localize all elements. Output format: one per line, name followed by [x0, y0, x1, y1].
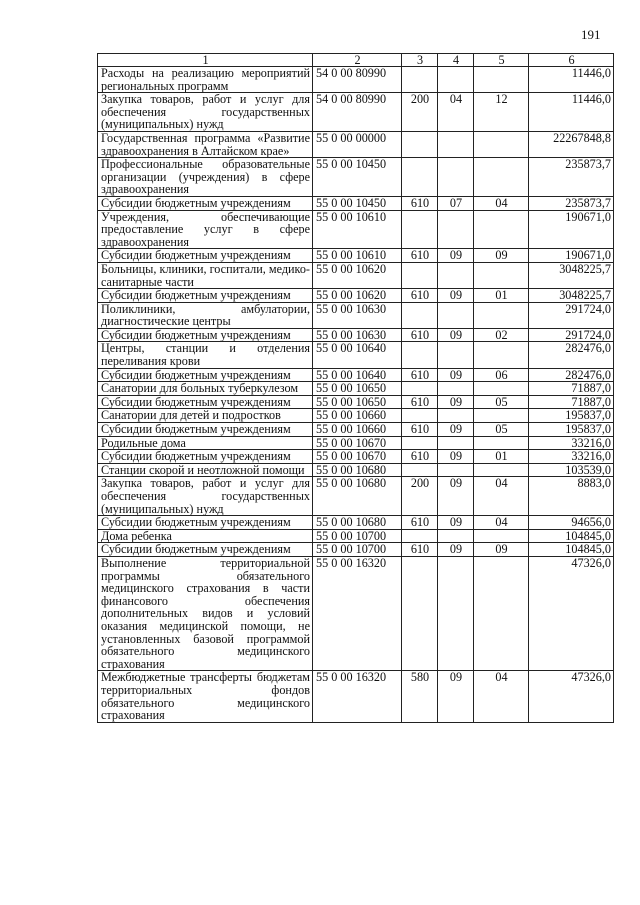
row-expense-type [402, 436, 438, 450]
row-subsection: 01 [474, 289, 529, 303]
row-section: 09 [438, 516, 474, 530]
row-subsection: 01 [474, 450, 529, 464]
row-subsection: 05 [474, 395, 529, 409]
row-expense-type [402, 158, 438, 197]
row-code: 55 0 00 10700 [313, 529, 402, 543]
row-section: 09 [438, 423, 474, 437]
row-amount: 3048225,7 [529, 262, 614, 288]
row-subsection [474, 342, 529, 368]
row-code: 55 0 00 16320 [313, 671, 402, 722]
row-expense-type [402, 302, 438, 328]
table-row [98, 436, 614, 450]
row-code: 55 0 00 10630 [313, 302, 402, 328]
row-amount: 235873,7 [529, 196, 614, 210]
table-row [98, 543, 614, 557]
row-section: 04 [438, 93, 474, 132]
row-amount: 94656,0 [529, 516, 614, 530]
row-amount: 291724,0 [529, 302, 614, 328]
row-name: Субсидии бюджетным учреждениям [98, 328, 313, 342]
row-name: Субсидии бюджетным учреждениям [98, 249, 313, 263]
row-code: 55 0 00 10680 [313, 516, 402, 530]
row-expense-type: 200 [402, 477, 438, 516]
table-row [98, 67, 614, 93]
header-col-3: 3 [402, 54, 438, 67]
row-expense-type: 580 [402, 671, 438, 722]
row-code: 55 0 00 00000 [313, 131, 402, 157]
row-amount: 47326,0 [529, 671, 614, 722]
row-section [438, 302, 474, 328]
row-section [438, 210, 474, 249]
table-row [98, 249, 614, 263]
budget-table [97, 53, 614, 723]
row-code: 55 0 00 10680 [313, 463, 402, 477]
row-expense-type [402, 382, 438, 396]
row-amount: 104845,0 [529, 543, 614, 557]
table-row [98, 395, 614, 409]
row-name: Родильные дома [98, 436, 313, 450]
header-col-2: 2 [313, 54, 402, 67]
header-col-6: 6 [529, 54, 614, 67]
table-row [98, 450, 614, 464]
table-row [98, 158, 614, 197]
header-col-5: 5 [474, 54, 529, 67]
row-amount: 71887,0 [529, 395, 614, 409]
row-name: Субсидии бюджетным учреждениям [98, 450, 313, 464]
row-name: Выполнение территориальной программы обязательного медицинского страхования в части финансового обеспечения дополнительных видов и условий оказания медицинской помощи, не установленных базовой программой обязательного медицинского страхования [98, 556, 313, 670]
row-amount: 47326,0 [529, 556, 614, 670]
row-amount: 104845,0 [529, 529, 614, 543]
row-name: Поликлиники, амбулатории, диагностические центры [98, 302, 313, 328]
row-subsection: 05 [474, 423, 529, 437]
row-amount: 33216,0 [529, 450, 614, 464]
row-code: 55 0 00 10650 [313, 395, 402, 409]
row-amount: 282476,0 [529, 368, 614, 382]
page-number: 191 [581, 27, 601, 42]
table-row [98, 131, 614, 157]
row-subsection [474, 158, 529, 197]
row-name: Станции скорой и неотложной помощи [98, 463, 313, 477]
row-subsection [474, 382, 529, 396]
row-code: 55 0 00 10640 [313, 368, 402, 382]
row-expense-type [402, 131, 438, 157]
row-section [438, 556, 474, 670]
row-subsection [474, 131, 529, 157]
row-subsection [474, 556, 529, 670]
row-expense-type: 610 [402, 328, 438, 342]
row-section [438, 342, 474, 368]
row-code: 55 0 00 10640 [313, 342, 402, 368]
row-amount: 11446,0 [529, 93, 614, 132]
row-subsection: 04 [474, 671, 529, 722]
row-subsection: 04 [474, 477, 529, 516]
row-expense-type [402, 67, 438, 93]
table-row [98, 556, 614, 670]
row-expense-type [402, 262, 438, 288]
row-name: Закупка товаров, работ и услуг для обеспечения государственных (муниципальных) нужд [98, 93, 313, 132]
row-section: 07 [438, 196, 474, 210]
row-code: 54 0 00 80990 [313, 67, 402, 93]
row-name: Профессиональные образовательные организации (учреждения) в сфере здравоохранения [98, 158, 313, 197]
row-code: 55 0 00 10700 [313, 543, 402, 557]
table-row [98, 529, 614, 543]
row-expense-type [402, 210, 438, 249]
row-section: 09 [438, 368, 474, 382]
row-section [438, 529, 474, 543]
row-amount: 235873,7 [529, 158, 614, 197]
row-subsection: 09 [474, 543, 529, 557]
row-code: 55 0 00 10650 [313, 382, 402, 396]
row-subsection [474, 67, 529, 93]
row-amount: 282476,0 [529, 342, 614, 368]
table-row [98, 262, 614, 288]
row-expense-type [402, 556, 438, 670]
row-section: 09 [438, 477, 474, 516]
row-name: Закупка товаров, работ и услуг для обеспечения государственных (муниципальных) нужд [98, 477, 313, 516]
row-subsection [474, 210, 529, 249]
row-name: Государственная программа «Развитие здравоохранения в Алтайском крае» [98, 131, 313, 157]
table-row [98, 477, 614, 516]
row-expense-type: 610 [402, 516, 438, 530]
row-code: 55 0 00 10670 [313, 436, 402, 450]
row-name: Больницы, клиники, госпитали, медико-санитарные части [98, 262, 313, 288]
row-amount: 71887,0 [529, 382, 614, 396]
row-subsection: 12 [474, 93, 529, 132]
table-row [98, 93, 614, 132]
row-expense-type: 610 [402, 249, 438, 263]
row-section [438, 436, 474, 450]
row-section: 09 [438, 289, 474, 303]
row-name: Межбюджетные трансферты бюджетам территориальных фондов обязательного медицинского страхования [98, 671, 313, 722]
row-subsection: 04 [474, 516, 529, 530]
row-expense-type: 610 [402, 423, 438, 437]
row-amount: 11446,0 [529, 67, 614, 93]
row-name: Учреждения, обеспечивающие предоставление услуг в сфере здравоохранения [98, 210, 313, 249]
row-name: Расходы на реализацию мероприятий региональных программ [98, 67, 313, 93]
row-code: 55 0 00 10610 [313, 210, 402, 249]
row-name: Центры, станции и отделения переливания крови [98, 342, 313, 368]
table-row [98, 210, 614, 249]
table-row [98, 328, 614, 342]
row-name: Субсидии бюджетным учреждениям [98, 543, 313, 557]
row-code: 55 0 00 10620 [313, 289, 402, 303]
row-name: Субсидии бюджетным учреждениям [98, 395, 313, 409]
row-code: 55 0 00 10670 [313, 450, 402, 464]
row-expense-type [402, 409, 438, 423]
row-expense-type: 200 [402, 93, 438, 132]
row-section: 09 [438, 328, 474, 342]
row-name: Санатории для детей и подростков [98, 409, 313, 423]
row-subsection [474, 302, 529, 328]
table-row [98, 671, 614, 722]
row-section [438, 463, 474, 477]
row-subsection: 09 [474, 249, 529, 263]
header-col-1: 1 [98, 54, 313, 67]
row-subsection: 06 [474, 368, 529, 382]
row-amount: 103539,0 [529, 463, 614, 477]
row-code: 55 0 00 16320 [313, 556, 402, 670]
row-expense-type: 610 [402, 543, 438, 557]
row-section: 09 [438, 450, 474, 464]
row-code: 55 0 00 10630 [313, 328, 402, 342]
row-amount: 190671,0 [529, 210, 614, 249]
row-expense-type [402, 529, 438, 543]
row-name: Субсидии бюджетным учреждениям [98, 368, 313, 382]
row-code: 55 0 00 10610 [313, 249, 402, 263]
row-amount: 195837,0 [529, 409, 614, 423]
row-amount: 195837,0 [529, 423, 614, 437]
row-expense-type: 610 [402, 395, 438, 409]
row-section [438, 382, 474, 396]
row-section: 09 [438, 249, 474, 263]
row-expense-type: 610 [402, 196, 438, 210]
row-expense-type [402, 342, 438, 368]
header-row [98, 54, 614, 67]
row-expense-type: 610 [402, 450, 438, 464]
row-section [438, 409, 474, 423]
row-section [438, 131, 474, 157]
table-row [98, 196, 614, 210]
row-expense-type: 610 [402, 368, 438, 382]
row-subsection [474, 262, 529, 288]
row-section: 09 [438, 671, 474, 722]
table-row [98, 409, 614, 423]
table-row [98, 342, 614, 368]
row-section [438, 158, 474, 197]
row-subsection: 02 [474, 328, 529, 342]
row-amount: 3048225,7 [529, 289, 614, 303]
row-amount: 8883,0 [529, 477, 614, 516]
table-row [98, 302, 614, 328]
row-name: Субсидии бюджетным учреждениям [98, 196, 313, 210]
row-subsection: 04 [474, 196, 529, 210]
row-code: 55 0 00 10680 [313, 477, 402, 516]
row-expense-type [402, 463, 438, 477]
row-section [438, 67, 474, 93]
row-name: Субсидии бюджетным учреждениям [98, 289, 313, 303]
row-code: 55 0 00 10450 [313, 158, 402, 197]
row-subsection [474, 529, 529, 543]
table-row [98, 289, 614, 303]
row-amount: 190671,0 [529, 249, 614, 263]
table-row [98, 423, 614, 437]
row-expense-type: 610 [402, 289, 438, 303]
row-amount: 291724,0 [529, 328, 614, 342]
table-row [98, 382, 614, 396]
row-subsection [474, 463, 529, 477]
table-row [98, 463, 614, 477]
row-section: 09 [438, 543, 474, 557]
row-name: Субсидии бюджетным учреждениям [98, 516, 313, 530]
table-row [98, 368, 614, 382]
row-name: Санатории для больных туберкулезом [98, 382, 313, 396]
row-amount: 22267848,8 [529, 131, 614, 157]
row-code: 55 0 00 10450 [313, 196, 402, 210]
row-subsection [474, 409, 529, 423]
header-col-4: 4 [438, 54, 474, 67]
row-code: 54 0 00 80990 [313, 93, 402, 132]
row-code: 55 0 00 10620 [313, 262, 402, 288]
row-subsection [474, 436, 529, 450]
row-section: 09 [438, 395, 474, 409]
row-name: Дома ребенка [98, 529, 313, 543]
row-name: Субсидии бюджетным учреждениям [98, 423, 313, 437]
row-section [438, 262, 474, 288]
row-code: 55 0 00 10660 [313, 423, 402, 437]
row-code: 55 0 00 10660 [313, 409, 402, 423]
row-amount: 33216,0 [529, 436, 614, 450]
table-row [98, 516, 614, 530]
